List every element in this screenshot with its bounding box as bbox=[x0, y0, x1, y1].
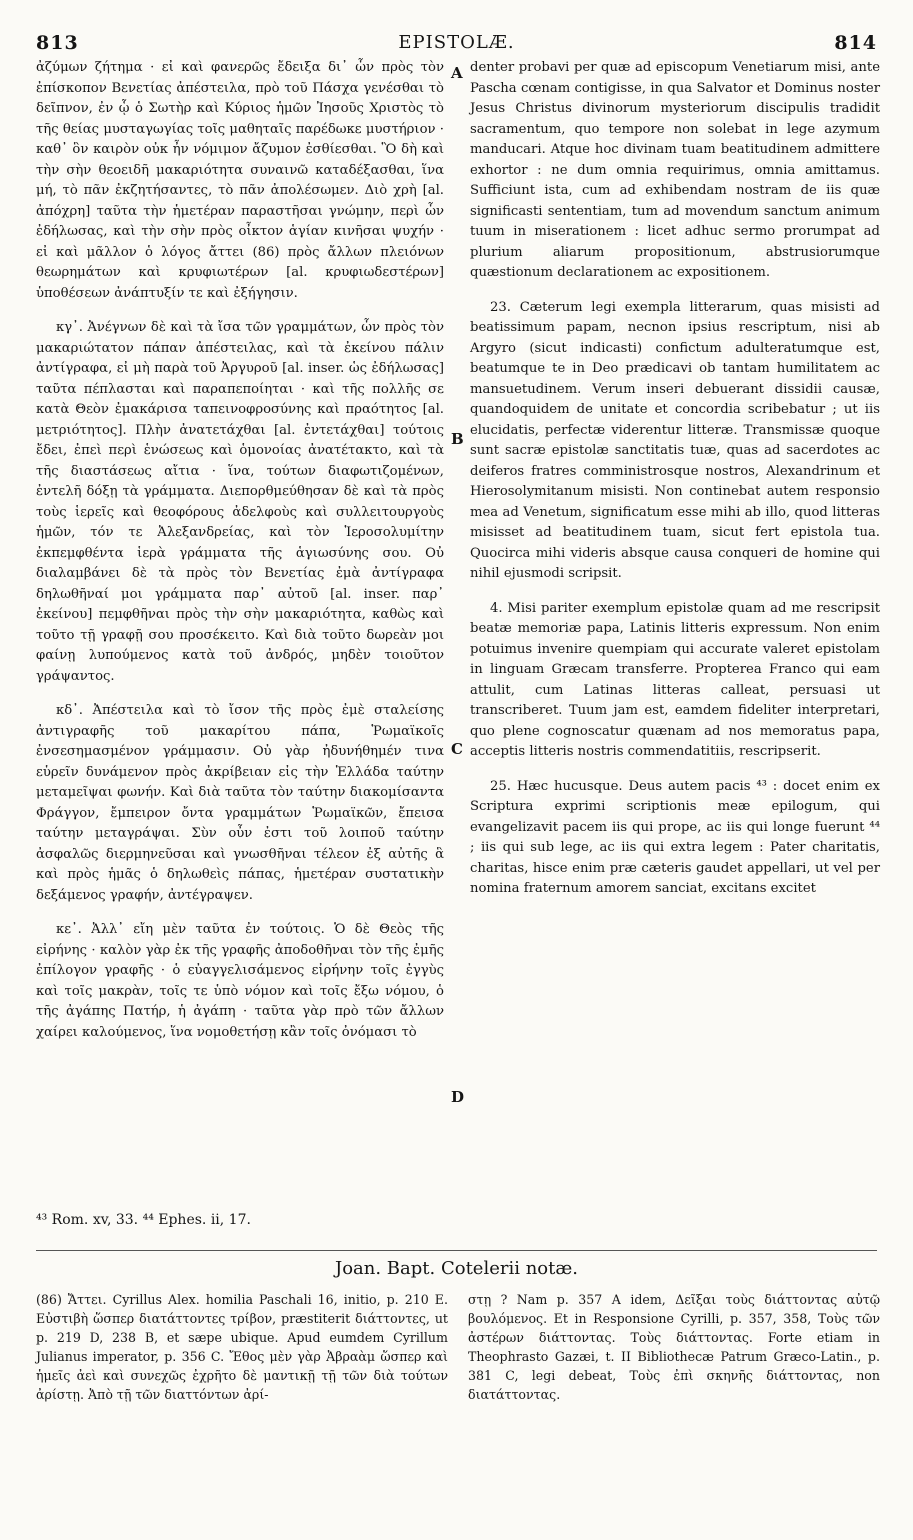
latin-paragraph: 23. Cæterum legi exempla litterarum, quas misisti ad beatissimum papam, necnon ipsius rescriptum, nisi ab Argyro (sicut indicasti) confictum adulteratumque est, beatumque te in Deo prædicavi ob tantam humilitatem ac mansuetudinem. Verum inseri debuerant dissidii causæ, quandoquidem de unitate et concordia scribebatur ; ut iis elucidatis, perfectæ viderentur litteræ. Transmissæ quoque sunt sacræ epistolæ sanctitatis tuæ, quas ad sacerdotes ac deiferos fratres comministrosque nostros, Alexandrinum et Hierosolymitanum misisti. Non continebat autem responsio mea ad Venetum, significatum esse mihi ab illo, quod litteras misisset ad beatitudinem tuam, sicut fert epistola tua. Quocirca mihi videris absque causa conqueri de homine qui nihil ejusmodi scripsit. bbox=[470, 299, 880, 581]
latin-paragraph: 4. Misi pariter exemplum epistolæ quam ad me rescripsit beatæ memoriæ papa, Latinis litteris expressum. Non enim potuimus invenire quempiam qui accurate valeret epistolam in linguam Græcam transferre. Propterea Franco qui eam attulit, cum Latinas litteras calleat, persuasi ut transcriberet. Tuum jam est, eamdem fideliter interpretari, quo plene cognoscatur quænam ad nos memoratus papa, acceptis litteris nostris commendatitiis, rescripserit. bbox=[470, 600, 880, 759]
margin-marker-b: B bbox=[451, 430, 464, 448]
latin-paragraph: 25. Hæc hucusque. Deus autem pacis ⁴³ : docet enim ex Scriptura exprimi scriptionis meæ epilogum, qui evangelizavit pacem iis qui prope, ac iis qui longe fuerunt ⁴⁴ ; iis qui sub lege, ac iis qui extra legem : Pater charitatis, charitas, hisce enim præ cæteris gaudet appellari, ut vel per nomina fraternum amorem sanciat, excitans excitet bbox=[470, 778, 880, 896]
notes-title: Joan. Bapt. Cotelerii notæ. bbox=[334, 1258, 579, 1279]
greek-paragraph: κε᾽. Ἀλλ᾽ εἴη μὲν ταῦτα ἐν τούτοις. Ὁ δὲ Θεὸς τῆς εἰρήνης · καλὸν γὰρ ἐκ τῆς γραφῆς ἀποδοθῆναι τὸν τῆς ἐμῆς ἐπίλογον γραφῆς · ὁ εὐαγγελισάμενος εἰρήνην τοῖς ἐγγὺς καὶ τοῖς μακρὰν, τοῖς τε ὑπὸ νόμον καὶ τοῖς ἔξω νόμου, ὁ τῆς ἀγάπης Πατήρ, ἡ ἀγάπη · ταῦτα γὰρ πρὸ τῶν ἄλλων χαίρει καλούμενος, ἵνα νομοθετήσῃ κἂν τοῖς ὀνόμασι τὸ bbox=[36, 922, 444, 1040]
running-title: EPISTOLÆ. bbox=[398, 32, 515, 53]
notes-left-column: (86) Ἄττει. Cyrillus Alex. homilia Paschali 16, initio, p. 210 E. Εὐστιβὴ ὥσπερ διατάττοντες τρίβον, præstiterit διάττοντες, ut p. 219 D, 238 B, et sæpe ubique. Apud eumdem Cyrillum Julianus imperator, p. 356 C. Ἔθος μὲν γὰρ Ἀβραὰμ ὥσπερ καὶ ἡμεῖς ἀεὶ καὶ συνεχῶς ἐχρῆτο δὲ μαντικῇ τῇ τῶν διὰ τούτων ἀρίστῃ. Ἀπὸ τῇ τῶν διαττόντων ἀρί- bbox=[36, 1292, 448, 1402]
margin-marker-c: C bbox=[451, 740, 463, 758]
margin-marker-d: D bbox=[451, 1088, 465, 1106]
margin-marker-a: A bbox=[451, 64, 463, 82]
latin-column bbox=[470, 58, 880, 914]
notes-right-column: στῃ ? Nam p. 357 A idem, Δεῖξαι τοὺς διάττοντας αὐτῷ βουλόμενος. Et in Responsione Cyrilli, p. 357, 358, Τοὺς τῶν ἀστέρων διάττοντας. Τοὺς διάττοντας. Forte etiam in Theophrasto Gazæi, t. II Bibliothecæ Patrum Græco-Latin., p. 381 C, legi debeat, Τοὺς ἐπὶ σκηνῆς διάττοντας, non διατάττοντας. bbox=[468, 1292, 880, 1402]
latin-paragraph: denter probavi per quæ ad episcopum Venetiarum misi, ante Pascha cœnam contigisse, in qua Salvator et Dominus noster Jesus Christus divinorum mysteriorum discipulis tradidit sacramentum, quo tempore non solebat in lege azymum manducari. Atque hoc divinam tuam beatitudinem admittere exhortor : ne dum omnia requirimus, omnia amittamus. Sufficiunt ista, cum ad exhibendam nostram de iis quæ significasti sententiam, tum ad movendum sanctum animum tuum in miserationem : licet adhuc sermo prorumpat ad plurium aliarum propositionum, abstrusiorumque quæstionum declarationem ac expositionem. bbox=[470, 60, 880, 280]
notes-divider bbox=[36, 1250, 877, 1251]
footnotes: ⁴³ Rom. xv, 33. ⁴⁴ Ephes. ii, 17. bbox=[36, 1212, 251, 1228]
greek-paragraph: κδ᾽. Ἀπέστειλα καὶ τὸ ἴσον τῆς πρὸς ἐμὲ σταλείσης ἀντιγραφῆς τοῦ μακαρίτου πάπα, Ῥωμαϊκοῖς ἐνσεσημασμένον γράμμασιν. Οὐ γὰρ ἠδυνήθημέν τινα εὑρεῖν δυνάμενον πρὸς ἀκρίβειαν εἰς τὴν Ἑλλάδα ταύτην μεταμεῖψαι φωνήν. Καὶ διὰ ταῦτα τὸν ταύτην διακομίσαντα Φράγγον, ἔμπειρον ὄντα γραμμάτων Ῥωμαϊκῶν, ἔπεισα ταύτην μεταγράψαι. Σὺν οὖν ἐστι τοῦ λοιποῦ ταύτην ἀσφαλῶς διερμηνεῦσαι καὶ γνωσθῆναι τέλεον ἐξ αὐτῆς ἃ καὶ πρὸς ἡμᾶς ὁ δηλωθεὶς πάπας, ἡμετέραν συστατικὴν δεξάμενος γραφήν, ἀντέγραψεν. bbox=[36, 703, 444, 903]
greek-column bbox=[36, 58, 444, 1057]
page-number-right: 814 bbox=[834, 32, 877, 54]
page-number-left: 813 bbox=[36, 32, 79, 54]
greek-paragraph: κγ᾽. Ἀνέγνων δὲ καὶ τὰ ἴσα τῶν γραμμάτων, ὧν πρὸς τὸν μακαριώτατον πάπαν ἀπέστειλας, καὶ τὰ ἐκείνου πάλιν ἀντίγραφα, εἰ μὴ παρὰ τοῦ Ἀργυροῦ [al. inser. ὡς ἐδήλωσας] ταῦτα πέπλασται καὶ παραπεποίηται · καὶ τῆς πολλῆς σε κατὰ Θεὸν ἐμακάρισα ταπεινοφροσύνης καὶ πραότητος [al. μετριότητος]. Πλὴν ἀνατετάχθαι [al. ἐντετάχθαι] τούτοις ἔδει, ἐπεὶ περὶ ἑνώσεως καὶ ὁμονοίας ἀνατέτακτο, καὶ τὰ τῆς διαστάσεως αἴτια · ἵνα, τούτων διαφωτιζομένων, ἐντελῆ δόξῃ τὰ γράμματα. Διεπορθμεύθησαν δὲ καὶ τὰ πρὸς τοὺς ἱερεῖς καὶ θεοφόρους ἀδελφοὺς καὶ συλλειτουργοὺς ἡμῶν, τόν τε Ἀλεξανδρείας, καὶ τὸν Ἱεροσολυμίτην ἐκπεμφθέντα ἱερὰ γράμματα τῆς ἁγιωσύνης σου. Οὐ διαλαμβάνει δὲ τὰ πρὸς τὸν Βενετίας ἐμὰ ἀντίγραφα δηλωθῆναί μοι γράμματα παρ᾽ αὐτοῦ [al. inser. παρ᾽ ἐκείνου] πεμφθῆναι πρὸς τὴν σὴν μακαριότητα, καθὼς καὶ τοῦτο τῇ γραφῇ σου προσέκειτο. Καὶ διὰ τοῦτο δωρεὰν μοι φαίνῃ λυπούμενος κατὰ τοῦ ἀνδρός, μηδὲν τοιοῦτον γράψαντος. bbox=[36, 320, 444, 684]
page-header bbox=[36, 32, 877, 58]
greek-paragraph: ἀζύμων ζήτημα · εἰ καὶ φανερῶς ἔδειξα δι᾽ ὧν πρὸς τὸν ἐπίσκοπον Βενετίας ἀπέστειλα, πρὸ τοῦ Πάσχα γενέσθαι τὸ δεῖπνον, ἐν ᾧ ὁ Σωτὴρ καὶ Κύριος ἡμῶν Ἰησοῦς Χριστὸς τὸ τῆς θείας μυσταγωγίας τοῖς μαθηταῖς παρέδωκε μυστήριον · καθ᾽ ὃν καιρὸν οὐκ ἦν νόμιμον ἄζυμον ἐσθίεσθαι. Ὃ δὴ καὶ τὴν σὴν θεοειδῆ μακαριότητα συναινῶ καταδέξασθαι, ἵνα μή, τὸ πᾶν ἐκζητήσαντες, τὸ πᾶν ἀπολέσωμεν. Διὸ χρὴ [al. ἀπόχρη] ταῦτα τὴν ἡμετέραν παραστῆσαι γνώμην, περὶ ὧν ἐδήλωσας, καὶ τὴν σὴν πρὸς οἶκτον ἁγίαν κινῆσαι ψυχήν · εἰ καὶ μᾶλλον ὁ λόγος ἄττει (86) πρὸς ἄλλων πλειόνων θεωρημάτων καὶ κρυφιωτέρων [al. κρυφιωδεστέρων] ὑποθέσεων ἀνάπτυξίν τε καὶ ἐξήγησιν. bbox=[36, 60, 444, 301]
